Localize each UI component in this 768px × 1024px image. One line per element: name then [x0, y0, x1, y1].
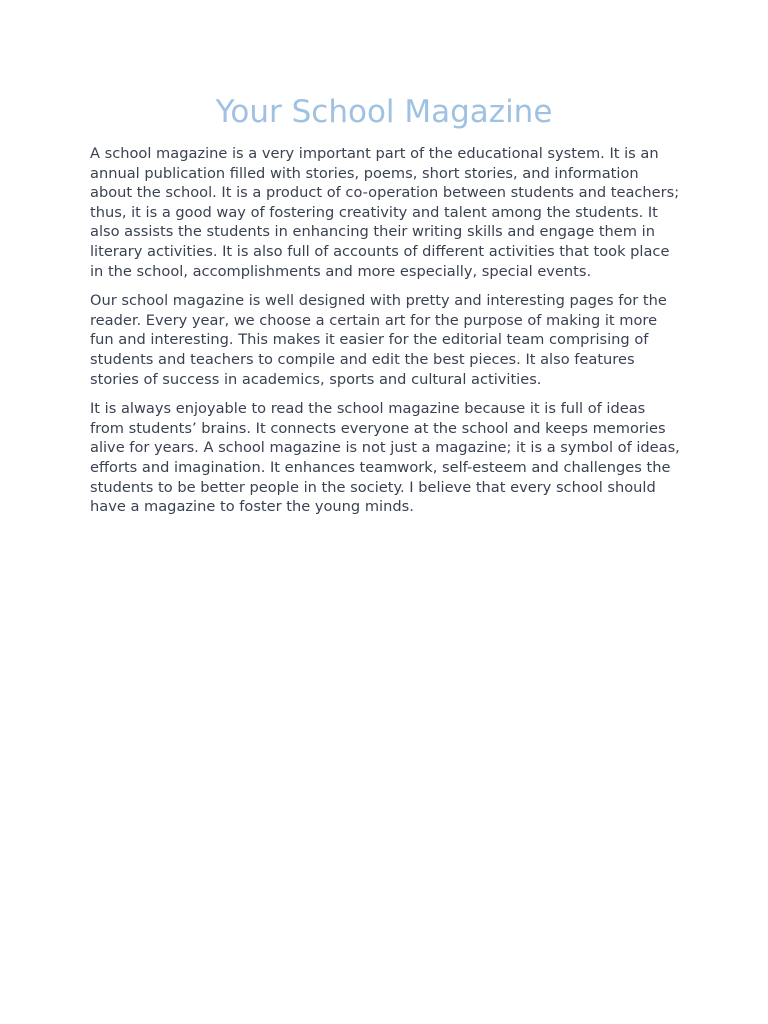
- paragraph-1: A school magazine is a very important part of the educational system. It is an annual publication filled with stories, poems, short stories, and information about the school. It is a product of co-operation between students and teachers; thus, it is a good way of fostering creativity and talent among the students. It also assists the students in enhancing their writing skills and engage them in literary activities. It is also full of accounts of different activities that took place in the school, accomplishments and more especially, special events.: [90, 145, 680, 280]
- document-title: Your School Magazine: [215, 94, 553, 130]
- paragraph-3: It is always enjoyable to read the school magazine because it is full of ideas from students’ brains. It connects everyone at the school and keeps memories alive for years. A school magazine is not just a magazine; it is a symbol of ideas, efforts and imagination. It enhances teamwork, self-esteem and challenges the students to be better people in the society. I believe that every school should have a magazine to foster the young minds.: [90, 400, 680, 516]
- paragraph-2: Our school magazine is well designed with pretty and interesting pages for the reader. Every year, we choose a certain art for the purpose of making it more fun and interesting. This makes it easier for the editorial team comprising of students and teachers to compile and edit the best pieces. It also features stories of success in academics, sports and cultural activities.: [90, 292, 667, 388]
- document-body: [90, 144, 682, 527]
